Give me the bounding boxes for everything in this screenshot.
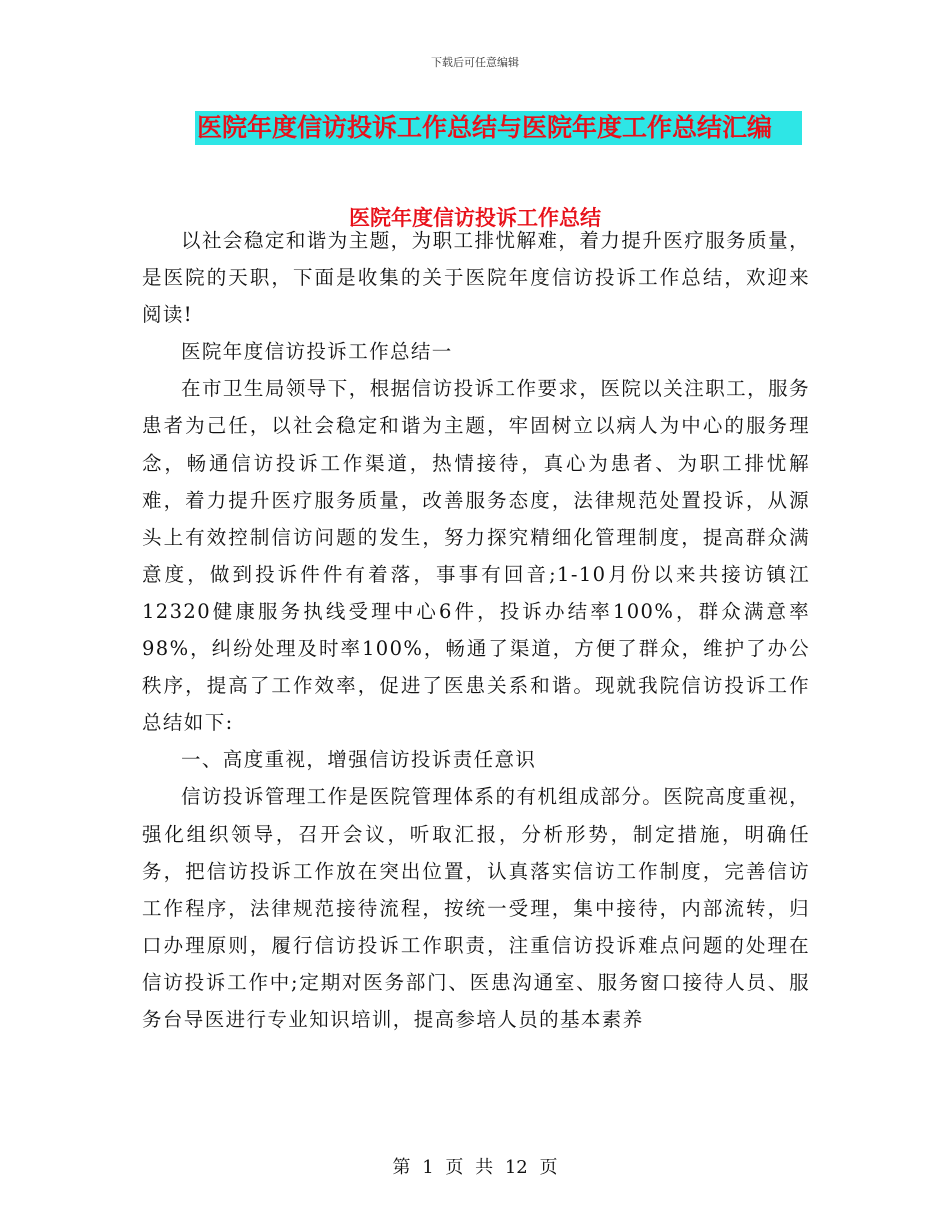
section-heading-importance: 一、高度重视，增强信访投诉责任意识 xyxy=(181,748,537,772)
body-paragraph: 在市卫生局领导下，根据信访投诉工作要求，医院以关注职工，服务患者为己任，以社会稳定和谐为主题，牢固树立以病人为中心的服务理念，畅通信访投诉工作渠道，热情接待，真心为患者、为职工排忧解难，着力提升医疗服务质量，改善服务态度，法律规范处置投诉，从源头上有效控制信访问题的发生，努力探究精细化管理制度，提高群众满意度，做到投诉件件有着落，事事有回音;1-10月份以来共接访镇江12320健康服务执线受理中心6件，投诉办结率100%，群众满意率98%，纠纷处理及时率100%，畅通了渠道，方便了群众，维护了办公秩序，提高了工作效率，促进了医患关系和谐。现就我院信访投诉工作总结如下: xyxy=(142,377,810,735)
page-indicator: 第 1 页 共 12 页 xyxy=(392,1157,558,1178)
document-body xyxy=(142,222,810,1038)
body-paragraph: 信访投诉管理工作是医院管理体系的有机组成部分。医院高度重视，强化组织领导，召开会议，听取汇报，分析形势，制定措施，明确任务，把信访投诉工作放在突出位置，认真落实信访工作制度，完善信访工作程序，法律规范接待流程，按统一受理，集中接待，内部流转，归口办理原则，履行信访投诉工作职责，注重信访投诉难点问题的处理在信访投诉工作中;定期对医务部门、医患沟通室、服务窗口接待人员、服务台导医进行专业知识培训，提高参培人员的基本素养 xyxy=(142,785,810,1031)
intro-paragraph: 以社会稳定和谐为主题，为职工排忧解难，着力提升医疗服务质量，是医院的天职，下面是收集的关于医院年度信访投诉工作总结，欢迎来阅读! xyxy=(142,229,810,327)
section-heading-summary-one: 医院年度信访投诉工作总结一 xyxy=(181,340,453,364)
document-sub-title: 医院年度信访投诉工作总结 xyxy=(349,206,601,230)
document-main-title: 医院年度信访投诉工作总结与医院年度工作总结汇编 xyxy=(195,111,802,145)
header-note: 下载后可任意编辑 xyxy=(431,56,519,69)
